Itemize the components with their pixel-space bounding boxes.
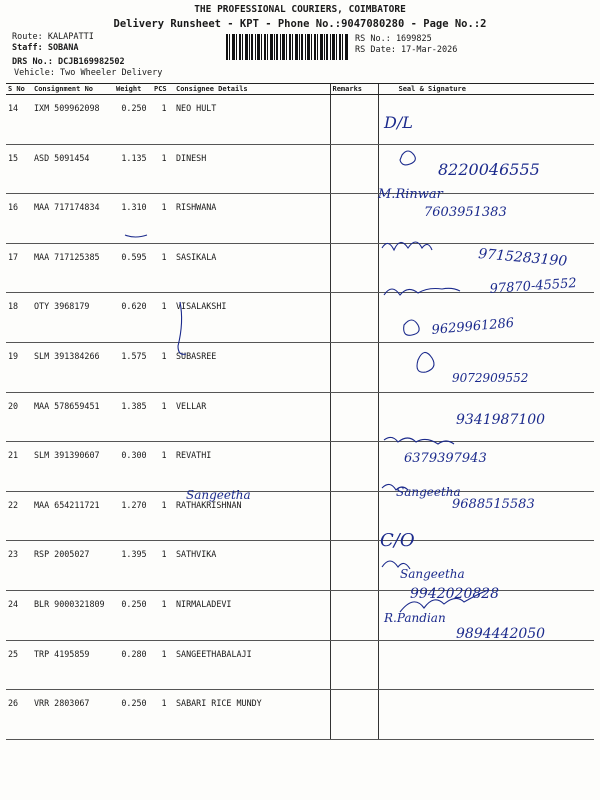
cell-remarks: [330, 690, 378, 740]
cell-signature: [378, 243, 594, 293]
sig-row-25a: Sangeetha: [400, 567, 465, 581]
col-signature-header: Seal & Signature: [378, 84, 594, 95]
cell-consignment-no: OTY 3968179: [32, 293, 114, 343]
sig-row-16a: M.Rinwar: [378, 187, 443, 202]
cell-consignment-no: ASD 5091454: [32, 144, 114, 194]
col-remarks-header: Remarks: [330, 84, 378, 95]
cell-remarks: [330, 640, 378, 690]
col-sno-header: S No: [6, 84, 32, 95]
sig-row-23-consignee: Sangeetha: [186, 488, 251, 502]
sig-row-17: 9715283190: [477, 246, 568, 270]
cell-consignee: REVATHI: [174, 442, 330, 492]
cell-weight: 1.575: [114, 342, 152, 392]
cell-signature: [378, 541, 594, 591]
table-row: [6, 342, 594, 392]
cell-pcs: 1: [152, 293, 174, 343]
cell-sno: 19: [6, 342, 32, 392]
table-row: [6, 392, 594, 442]
drs-label: DRS No.: DCJB169982502: [12, 57, 125, 67]
cell-remarks: [330, 342, 378, 392]
cell-signature: [378, 293, 594, 343]
cell-consignee: VELLAR: [174, 392, 330, 442]
cell-remarks: [330, 442, 378, 492]
cell-signature: [378, 442, 594, 492]
cell-pcs: 1: [152, 243, 174, 293]
table-row: [6, 194, 594, 244]
cell-consignment-no: MAA 717125385: [32, 243, 114, 293]
sig-row-23b: 9688515583: [452, 497, 535, 512]
col-consignment-header: Consignment No: [32, 84, 114, 95]
cell-remarks: [330, 491, 378, 541]
cell-consignment-no: SLM 391384266: [32, 342, 114, 392]
cell-remarks: [330, 95, 378, 145]
sig-row-22: 6379397943: [404, 451, 487, 466]
cell-remarks: [330, 541, 378, 591]
sig-row-19: 9629961286: [431, 315, 515, 338]
cell-sno: 21: [6, 442, 32, 492]
cell-consignee: NEO HULT: [174, 95, 330, 145]
cell-remarks: [330, 590, 378, 640]
cell-pcs: 1: [152, 342, 174, 392]
barcode: [226, 34, 350, 60]
table-row: [6, 293, 594, 343]
cell-consignee: DINESH: [174, 144, 330, 194]
cell-weight: 0.620: [114, 293, 152, 343]
sig-row-24: C/O: [380, 530, 415, 551]
cell-consignee: SANGEETHABALAJI: [174, 640, 330, 690]
cell-weight: 1.270: [114, 491, 152, 541]
col-pcs-header: PCS: [152, 84, 174, 95]
sig-row-26a: R.Pandian: [384, 611, 446, 625]
rs-no-label: RS No.: 1699825: [355, 34, 432, 44]
cell-pcs: 1: [152, 95, 174, 145]
table-row: [6, 690, 594, 740]
cell-consignment-no: SLM 391390607: [32, 442, 114, 492]
cell-signature: [378, 590, 594, 640]
cell-consignee: SATHVIKA: [174, 541, 330, 591]
cell-remarks: [330, 194, 378, 244]
cell-pcs: 1: [152, 541, 174, 591]
cell-signature: [378, 690, 594, 740]
cell-signature: [378, 194, 594, 244]
cell-sno: 17: [6, 243, 32, 293]
cell-sno: 20: [6, 392, 32, 442]
table-row: [6, 95, 594, 145]
cell-consignee: SUBASREE: [174, 342, 330, 392]
sig-row-26b: 9894442050: [456, 626, 546, 642]
cell-consignment-no: TRP 4195859: [32, 640, 114, 690]
table-row: [6, 491, 594, 541]
cell-remarks: [330, 293, 378, 343]
cell-consignee: NIRMALADEVI: [174, 590, 330, 640]
cell-sno: 24: [6, 590, 32, 640]
cell-consignment-no: IXM 509962098: [32, 95, 114, 145]
cell-signature: [378, 392, 594, 442]
sig-row-14: D/L: [384, 113, 413, 132]
cell-consignment-no: MAA 578659451: [32, 392, 114, 442]
cell-sno: 22: [6, 491, 32, 541]
cell-weight: 0.595: [114, 243, 152, 293]
cell-weight: 0.250: [114, 690, 152, 740]
cell-consignment-no: MAA 717174834: [32, 194, 114, 244]
table-row: [6, 442, 594, 492]
page-subtitle: Delivery Runsheet - KPT - Phone No.:9047080280 - Page No.:2: [113, 18, 487, 30]
cell-consignment-no: MAA 654211721: [32, 491, 114, 541]
cell-weight: 1.310: [114, 194, 152, 244]
cell-remarks: [330, 243, 378, 293]
cell-pcs: 1: [152, 144, 174, 194]
cell-signature: [378, 491, 594, 541]
table-row: [6, 541, 594, 591]
cell-sno: 18: [6, 293, 32, 343]
runsheet-table: [6, 83, 594, 740]
sig-row-20: 9072909552: [452, 371, 529, 385]
table-row: [6, 144, 594, 194]
sig-row-25b: 9942020828: [410, 586, 500, 602]
sig-row-18: 97870-45552: [489, 275, 578, 297]
col-weight-header: Weight: [114, 84, 152, 95]
vehicle-label: Vehicle: Two Wheeler Delivery: [14, 68, 163, 78]
cell-remarks: [330, 144, 378, 194]
cell-sno: 25: [6, 640, 32, 690]
table-row: [6, 640, 594, 690]
cell-signature: [378, 95, 594, 145]
cell-signature: [378, 640, 594, 690]
cell-weight: 0.250: [114, 590, 152, 640]
cell-pcs: 1: [152, 392, 174, 442]
table-header-row: [6, 84, 594, 95]
col-consignee-header: Consignee Details: [174, 84, 330, 95]
cell-pcs: 1: [152, 590, 174, 640]
cell-weight: 0.300: [114, 442, 152, 492]
table-row: [6, 590, 594, 640]
cell-pcs: 1: [152, 491, 174, 541]
sig-row-23a: Sangeetha: [396, 485, 461, 499]
cell-signature: [378, 144, 594, 194]
rs-date-label: RS Date: 17-Mar-2026: [355, 45, 458, 55]
table-row: [6, 243, 594, 293]
cell-sno: 14: [6, 95, 32, 145]
cell-weight: 0.250: [114, 95, 152, 145]
cell-weight: 1.385: [114, 392, 152, 442]
cell-consignment-no: VRR 2803067: [32, 690, 114, 740]
cell-pcs: 1: [152, 690, 174, 740]
staff-label: Staff: SOBANA: [12, 43, 79, 53]
cell-remarks: [330, 392, 378, 442]
cell-sno: 26: [6, 690, 32, 740]
sig-row-15: 8220046555: [438, 160, 540, 179]
cell-sno: 23: [6, 541, 32, 591]
cell-consignment-no: BLR 9000321809: [32, 590, 114, 640]
cell-consignee: SASIKALA: [174, 243, 330, 293]
sig-row-21: 9341987100: [456, 412, 546, 428]
cell-pcs: 1: [152, 640, 174, 690]
cell-signature: [378, 342, 594, 392]
cell-consignee: SABARI RICE MUNDY: [174, 690, 330, 740]
cell-consignee: VISALAKSHI: [174, 293, 330, 343]
cell-consignee: RATHAKRISHNAN: [174, 491, 330, 541]
cell-consignee: RISHWANA: [174, 194, 330, 244]
cell-weight: 1.395: [114, 541, 152, 591]
route-label: Route: KALAPATTI: [12, 32, 94, 42]
cell-sno: 16: [6, 194, 32, 244]
cell-pcs: 1: [152, 194, 174, 244]
cell-weight: 1.135: [114, 144, 152, 194]
cell-weight: 0.280: [114, 640, 152, 690]
cell-pcs: 1: [152, 442, 174, 492]
sig-row-16b: 7603951383: [424, 205, 507, 220]
cell-sno: 15: [6, 144, 32, 194]
page-title: THE PROFESSIONAL COURIERS, COIMBATORE: [194, 4, 406, 15]
cell-consignment-no: RSP 2005027: [32, 541, 114, 591]
